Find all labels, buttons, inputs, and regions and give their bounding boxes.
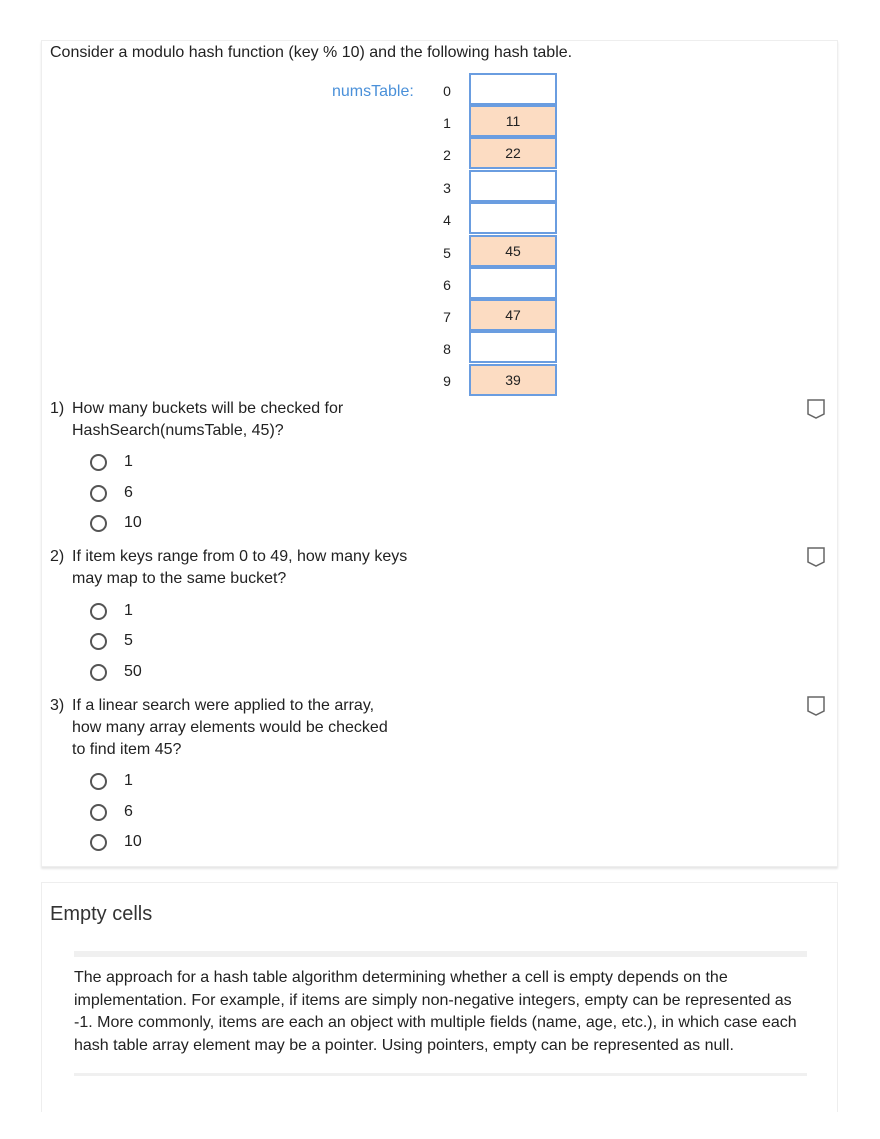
hash-table-label: numsTable: <box>332 83 414 100</box>
radio-button-icon[interactable] <box>90 834 107 851</box>
question-2 <box>50 546 410 590</box>
answer-option[interactable] <box>90 483 133 503</box>
option-label: 6 <box>124 803 133 820</box>
participation-activity-card <box>41 40 838 867</box>
answer-option[interactable] <box>90 802 133 822</box>
answer-option[interactable] <box>90 601 133 621</box>
question-3 <box>50 695 405 761</box>
completion-flag-icon <box>807 696 825 716</box>
question-text: If a linear search were applied to the array, how many array elements would be checked to find item 45? <box>72 697 388 758</box>
question-text: If item keys range from 0 to 49, how many keys may map to the same bucket? <box>72 548 408 587</box>
bucket-cell: 22 <box>469 137 557 169</box>
question-text: How many buckets will be checked for HashSearch(numsTable, 45)? <box>72 400 344 439</box>
option-label: 10 <box>124 514 142 531</box>
bucket-index: 9 <box>443 373 451 389</box>
bucket-cell <box>469 202 557 234</box>
bucket-index: 8 <box>443 341 451 357</box>
bucket-cell: 45 <box>469 235 557 267</box>
bucket-cell: 47 <box>469 299 557 331</box>
section-paragraph: The approach for a hash table algorithm determining whether a cell is empty depends on the implementation. For example, if items are simply non-negative integers, empty can be represented as -1. More commonly, items are each an object with multiple fields (name, age, etc.), in which case each hash table array element may be a pointer. Using pointers, empty can be represented as null. <box>74 969 797 1054</box>
radio-button-icon[interactable] <box>90 485 107 502</box>
divider <box>74 951 807 957</box>
option-label: 10 <box>124 833 142 850</box>
radio-button-icon[interactable] <box>90 664 107 681</box>
answer-option[interactable] <box>90 631 133 651</box>
bucket-index: 2 <box>443 147 451 163</box>
radio-button-icon[interactable] <box>90 773 107 790</box>
radio-button-icon[interactable] <box>90 633 107 650</box>
radio-button-icon[interactable] <box>90 603 107 620</box>
answer-option[interactable] <box>90 452 133 472</box>
bucket-index: 6 <box>443 277 451 293</box>
answer-option[interactable] <box>90 513 142 533</box>
answer-option[interactable] <box>90 662 142 682</box>
bucket-cell <box>469 331 557 363</box>
option-label: 6 <box>124 484 133 501</box>
completion-flag-icon <box>807 399 825 419</box>
answer-option[interactable] <box>90 832 142 852</box>
divider <box>74 1073 807 1076</box>
bucket-index: 0 <box>443 83 451 99</box>
activity-prompt: Consider a modulo hash function (key % 10) and the following hash table. <box>50 44 573 61</box>
section-card <box>41 882 838 1112</box>
radio-button-icon[interactable] <box>90 804 107 821</box>
bucket-cell <box>469 267 557 299</box>
option-label: 5 <box>124 632 133 649</box>
option-label: 1 <box>124 453 133 470</box>
bucket-cell <box>469 73 557 105</box>
bucket-index: 5 <box>443 245 451 261</box>
option-label: 1 <box>124 772 133 789</box>
bucket-cell: 11 <box>469 105 557 137</box>
bucket-index: 3 <box>443 180 451 196</box>
radio-button-icon[interactable] <box>90 515 107 532</box>
radio-button-icon[interactable] <box>90 454 107 471</box>
bucket-index: 7 <box>443 309 451 325</box>
section-title: Empty cells <box>50 903 153 925</box>
answer-option[interactable] <box>90 771 133 791</box>
completion-flag-icon <box>807 547 825 567</box>
bucket-index: 1 <box>443 115 451 131</box>
question-number: 3) <box>50 697 65 714</box>
question-number: 1) <box>50 400 65 417</box>
bucket-index: 4 <box>443 212 451 228</box>
option-label: 50 <box>124 663 142 680</box>
option-label: 1 <box>124 602 133 619</box>
question-number: 2) <box>50 548 65 565</box>
question-1 <box>50 398 410 442</box>
bucket-cell <box>469 170 557 202</box>
bucket-cell: 39 <box>469 364 557 396</box>
